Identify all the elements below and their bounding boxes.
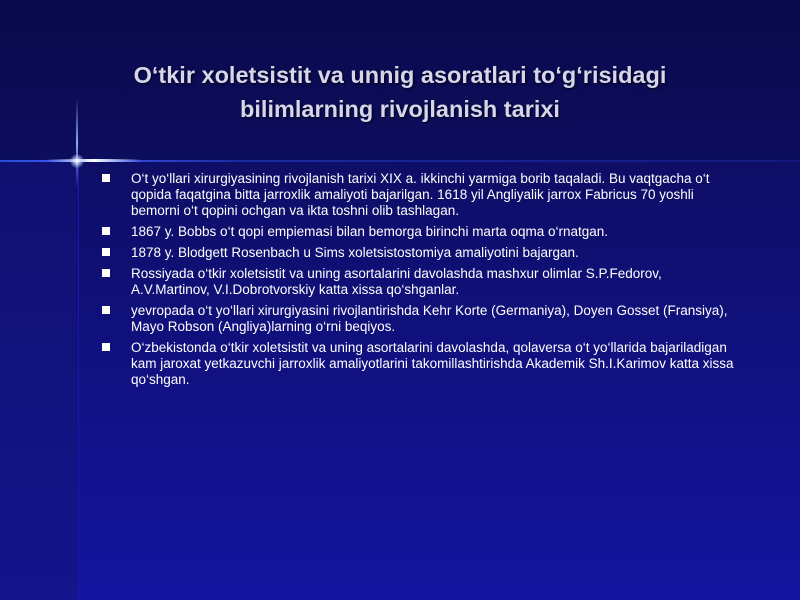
bullet-text: yevropada o‘t yo‘llari xirurgiyasini rivojlantirishda Kehr Korte (Germaniya), Doyen Gosset (Fransiya), Mayo Robson (Angliya)larning o‘rni beqiyos. — [131, 303, 728, 334]
bullet-item — [100, 171, 740, 219]
slide-title-line-2: bilimlarning rivojlanish tarixi — [240, 96, 560, 122]
square-bullet-icon — [102, 248, 110, 256]
square-bullet-icon — [102, 343, 110, 351]
bullet-item — [100, 266, 740, 298]
light-flare-glow — [70, 154, 84, 168]
bullet-item — [100, 224, 740, 240]
square-bullet-icon — [102, 269, 110, 277]
bullet-item — [100, 245, 740, 261]
square-bullet-icon — [102, 306, 110, 314]
bullet-text: Rossiyada o‘tkir xoletsistit va uning asortalarini davolashda mashxur olimlar S.P.Fedorov, A.V.Martinov, V.I.Dobrotvorskiy katta xissa qo‘shganlar. — [131, 266, 662, 297]
bullet-text: O‘t yo‘llari xirurgiyasining rivojlanish tarixi XIX a. ikkinchi yarmiga borib taqaladi. Bu vaqtgacha o‘t qopida faqatgina bitta jarroxlik amaliyoti bajarilgan. 1618 yil Angliyalik jarrox Fabricus 70 yoshli bemorni o‘t qopini ochgan va ikta toshni olib tashlagan. — [131, 171, 710, 218]
left-decorative-strip — [0, 160, 79, 600]
slide-title — [100, 58, 700, 126]
square-bullet-icon — [102, 227, 110, 235]
slide-title-line-1: O‘tkir xoletsistit va unnig asoratlari to‘g‘risidagi — [133, 62, 667, 88]
vertical-accent-line — [76, 98, 78, 188]
light-flare — [46, 159, 142, 162]
bullet-text: O‘zbekistonda o‘tkir xoletsistit va uning asortalarini davolashda, qolaversa o‘t yo‘llarida bajariladigan kam jaroxat yetkazuvchi jarroxlik amaliyotlarini takomillashtirishda Akademik Sh.I.Karimov katta xissa qo‘shgan. — [131, 340, 734, 387]
square-bullet-icon — [102, 174, 110, 182]
bullet-item — [100, 303, 740, 335]
bullet-text: 1878 y. Blodgett Rosenbach u Sims xoletsistostomiya amaliyotini bajargan. — [131, 245, 579, 260]
bullet-text: 1867 y. Bobbs o‘t qopi empiemasi bilan bemorga birinchi marta oqma o‘rnatgan. — [131, 224, 609, 239]
bullet-item — [100, 340, 740, 388]
bullet-list — [100, 171, 740, 393]
